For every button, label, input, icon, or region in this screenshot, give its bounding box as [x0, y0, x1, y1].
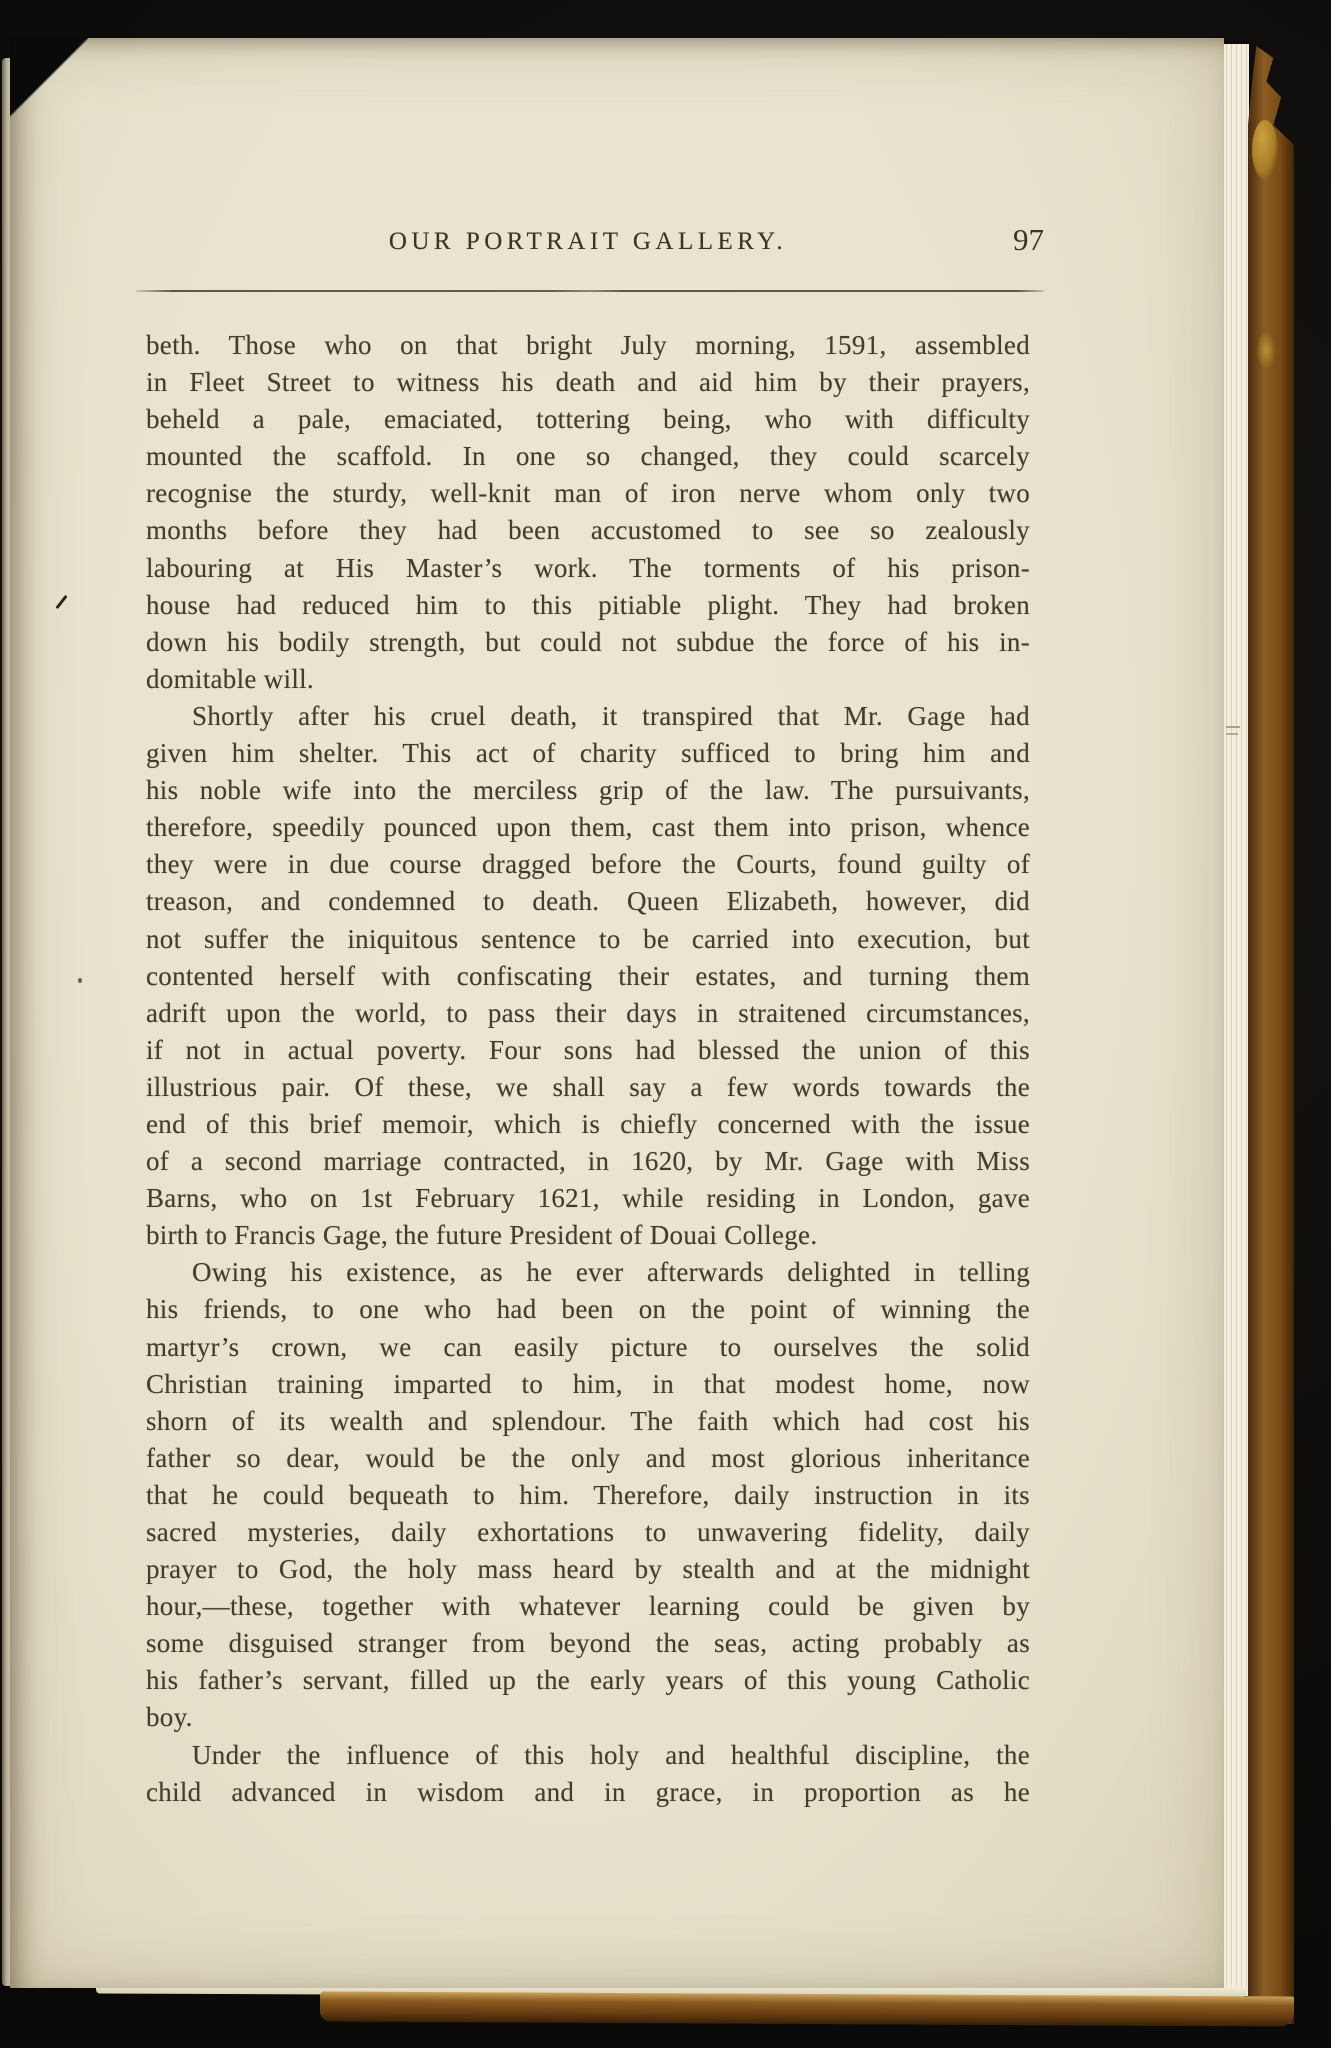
- text-line: beheld a pale, emaciated, tottering being, who with difficulty: [146, 404, 1030, 435]
- text-line: labouring at His Master’s work. The torments of his prison-: [146, 552, 1030, 583]
- leather-cover-edge-bottom: [320, 1991, 1294, 2026]
- text-line: father so dear, would be the only and most glorious inheritance: [146, 1442, 1030, 1473]
- text-line: shorn of its wealth and splendour. The faith which had cost his: [146, 1405, 1030, 1436]
- text-line: Barns, who on 1st February 1621, while residing in London, gave: [146, 1183, 1030, 1214]
- text-line: child advanced in wisdom and in grace, in proportion as he: [146, 1776, 1030, 1807]
- text-line: prayer to God, the holy mass heard by stealth and at the midnight: [146, 1554, 1030, 1585]
- text-line: if not in actual poverty. Four sons had blessed the union of this: [146, 1034, 1030, 1065]
- page-edge-mark: [1226, 726, 1240, 728]
- page-edge-mark: [1226, 733, 1238, 735]
- text-line: months before they had been accustomed to see so zealously: [146, 515, 1030, 546]
- text-line: contented herself with confiscating their estates, and turning them: [146, 960, 1030, 991]
- ink-mark: [78, 978, 82, 983]
- text-line: in Fleet Street to witness his death and aid him by their prayers,: [146, 367, 1030, 398]
- text-line: end of this brief memoir, which is chiefly concerned with the issue: [146, 1108, 1030, 1139]
- ink-mark: [55, 595, 67, 609]
- text-line: illustrious pair. Of these, we shall say a few words towards the: [146, 1071, 1030, 1102]
- text-line: not suffer the iniquitous sentence to be carried into execution, but: [146, 923, 1030, 954]
- text-line: house had reduced him to this pitiable plight. They had broken: [146, 589, 1030, 620]
- text-line: down his bodily strength, but could not subdue the force of his in-: [146, 626, 1030, 657]
- text-line: treason, and condemned to death. Queen Elizabeth, however, did: [146, 886, 1030, 917]
- text-line: Owing his existence, as he ever afterwards delighted in telling: [192, 1257, 1030, 1288]
- text-line: Shortly after his cruel death, it transpired that Mr. Gage had: [192, 700, 1030, 731]
- text-line: therefore, speedily pounced upon them, cast them into prison, whence: [146, 812, 1030, 843]
- text-line: domitable will.: [146, 663, 314, 694]
- text-line: beth. Those who on that bright July morning, 1591, assembled: [146, 330, 1030, 360]
- running-header: OUR PORTRAIT GALLERY.: [388, 228, 788, 255]
- page-number: 97: [1013, 222, 1044, 257]
- page-stack-edge-right: [1222, 44, 1249, 1996]
- text-line: his father’s servant, filled up the early years of this young Catholic: [146, 1665, 1030, 1696]
- book-page: [10, 38, 1224, 1988]
- text-line: of a second marriage contracted, in 1620, by Mr. Gage with Miss: [146, 1146, 1030, 1177]
- leather-tear-spot: [1256, 330, 1276, 370]
- text-line: martyr’s crown, we can easily picture to ourselves the solid: [146, 1331, 1030, 1362]
- text-line: hour,—these, together with whatever learning could be given by: [146, 1591, 1030, 1622]
- leather-tear-spot: [1252, 120, 1278, 180]
- text-line: some disguised stranger from beyond the seas, acting probably as: [146, 1628, 1030, 1659]
- body-text: [146, 327, 1030, 1811]
- text-line: Christian training imparted to him, in that modest home, now: [146, 1368, 1030, 1399]
- text-line: boy.: [146, 1702, 193, 1733]
- text-line: adrift upon the world, to pass their days in straitened circumstances,: [146, 997, 1030, 1028]
- text-line: mounted the scaffold. In one so changed, they could scarcely: [146, 441, 1030, 472]
- text-line: they were in due course dragged before the Courts, found guilty of: [146, 849, 1030, 880]
- text-line: recognise the sturdy, well-knit man of iron nerve whom only two: [146, 478, 1030, 509]
- text-line: given him shelter. This act of charity sufficed to bring him and: [146, 738, 1030, 769]
- text-line: his friends, to one who had been on the point of winning the: [146, 1294, 1030, 1325]
- text-line: Under the influence of this holy and healthful discipline, the: [192, 1739, 1030, 1770]
- text-line: birth to Francis Gage, the future President of Douai College.: [146, 1220, 818, 1251]
- text-line: sacred mysteries, daily exhortations to unwavering fidelity, daily: [146, 1517, 1030, 1547]
- text-line: that he could bequeath to him. Therefore, daily instruction in its: [146, 1479, 1030, 1510]
- header-rule: [136, 290, 1044, 292]
- text-line: his noble wife into the merciless grip of the law. The pursuivants,: [146, 775, 1030, 806]
- page-corner-shadow: [10, 38, 88, 120]
